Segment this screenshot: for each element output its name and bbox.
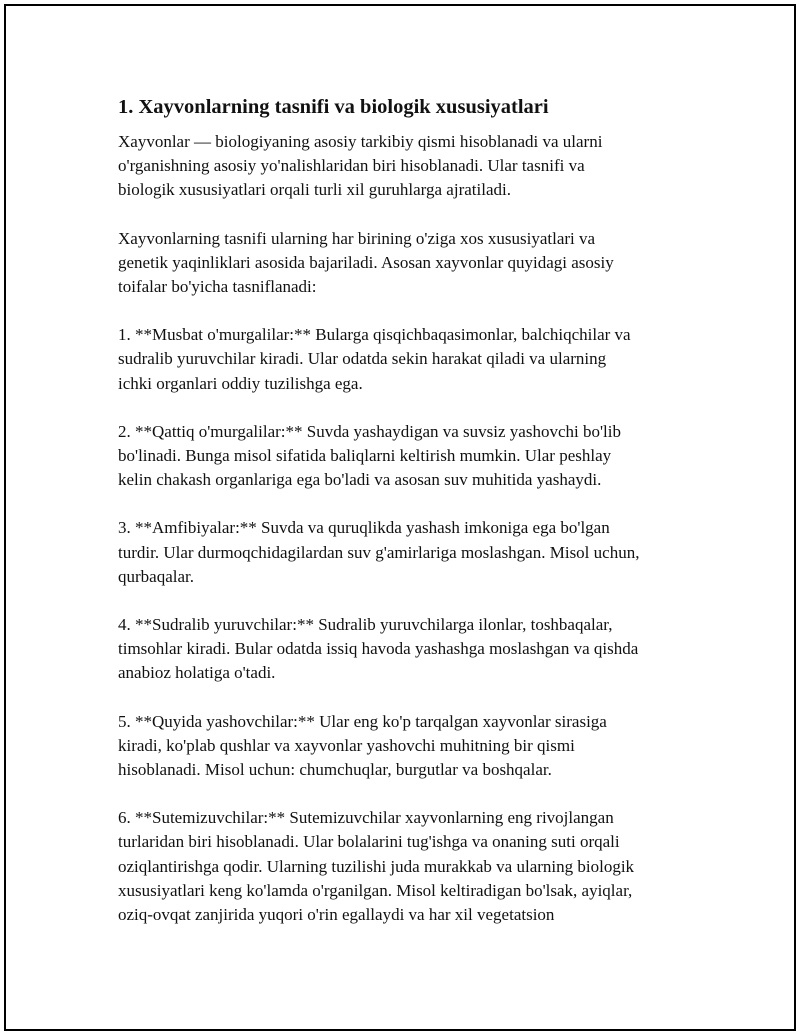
- list-item-1: [118, 323, 698, 396]
- text-line: anabioz holatiga o'tadi.: [118, 663, 276, 683]
- text-line: oziqlantirishga qodir. Ularning tuzilishi juda murakkab va ularning biologik: [118, 856, 635, 876]
- text-line: Xayvonlarning tasnifi ularning har birining o'ziga xos xususiyatlari va: [118, 228, 596, 248]
- text-line: qurbaqalar.: [118, 566, 194, 586]
- text-line: hisoblanadi. Misol uchun: chumchuqlar, burgutlar va boshqalar.: [118, 760, 552, 780]
- list-item-3: [118, 516, 698, 589]
- document-content: [118, 93, 698, 951]
- text-line: toifalar bo'yicha tasniflanadi:: [118, 277, 317, 297]
- text-line: 3. **Amfibiyalar:** Suvda va quruqlikda yashash imkoniga ega bo'lgan: [118, 518, 610, 538]
- text-line: 6. **Sutemizuvchilar:** Sutemizuvchilar xayvonlarning eng rivojlangan: [118, 808, 614, 828]
- text-line: timsohlar kiradi. Bular odatda issiq havoda yashashga moslashgan va qishda: [118, 639, 639, 659]
- text-line: bo'linadi. Bunga misol sifatida baliqlarni keltirish mumkin. Ular peshlay: [118, 446, 612, 466]
- list-item-5: [118, 710, 698, 783]
- text-line: Xayvonlar — biologiyaning asosiy tarkibiy qismi hisoblanadi va ularni: [118, 132, 603, 151]
- text-line: oziq-ovqat zanjirida yuqori o'rin egallaydi va har xil vegetatsion: [118, 905, 555, 925]
- document-title: 1. Xayvonlarning tasnifi va biologik xususiyatlari: [118, 96, 549, 118]
- list-item-6: [118, 806, 698, 927]
- text-line: 5. **Quyida yashovchilar:** Ular eng ko'p tarqalgan xayvonlar sirasiga: [118, 711, 607, 731]
- text-line: 4. **Sudralib yuruvchilar:** Sudralib yuruvchilarga ilonlar, toshbaqalar,: [118, 615, 613, 635]
- text-line: kelin chakash organlariga ega bo'ladi va asosan suv muhitida yashaydi.: [118, 470, 602, 490]
- list-item-4: [118, 613, 698, 686]
- text-line: xususiyatlari keng ko'lamda o'rganilgan. Misol keltiradigan bo'lsak, ayiqlar,: [118, 880, 633, 900]
- list-item-2: [118, 420, 698, 493]
- text-line: sudralib yuruvchilar kiradi. Ular odatda sekin harakat qiladi va ularning: [118, 349, 607, 369]
- text-line: turdir. Ular durmoqchidagilardan suv g'amirlariga moslashgan. Misol uchun,: [118, 542, 640, 562]
- classification-paragraph: [118, 227, 698, 300]
- text-line: ichki organlari oddiy tuzilishga ega.: [118, 373, 363, 393]
- intro-paragraph: [118, 130, 698, 203]
- text-line: genetik yaqinliklari asosida bajariladi. Asosan xayvonlar quyidagi asosiy: [118, 252, 614, 272]
- text-line: kiradi, ko'plab qushlar va xayvonlar yashovchi muhitning bir qismi: [118, 735, 575, 755]
- text-line: o'rganishning asosiy yo'nalishlaridan biri hisoblanadi. Ular tasnifi va: [118, 156, 585, 176]
- text-line: 2. **Qattiq o'murgalilar:** Suvda yashaydigan va suvsiz yashovchi bo'lib: [118, 421, 621, 441]
- text-line: turlaridan biri hisoblanadi. Ular bolalarini tug'ishga va onaning suti orqali: [118, 832, 620, 852]
- text-line: biologik xususiyatlari orqali turli xil guruhlarga ajratiladi.: [118, 180, 511, 200]
- text-line: 1. **Musbat o'murgalilar:** Bularga qisqichbaqasimonlar, balchiqchilar va: [118, 325, 631, 345]
